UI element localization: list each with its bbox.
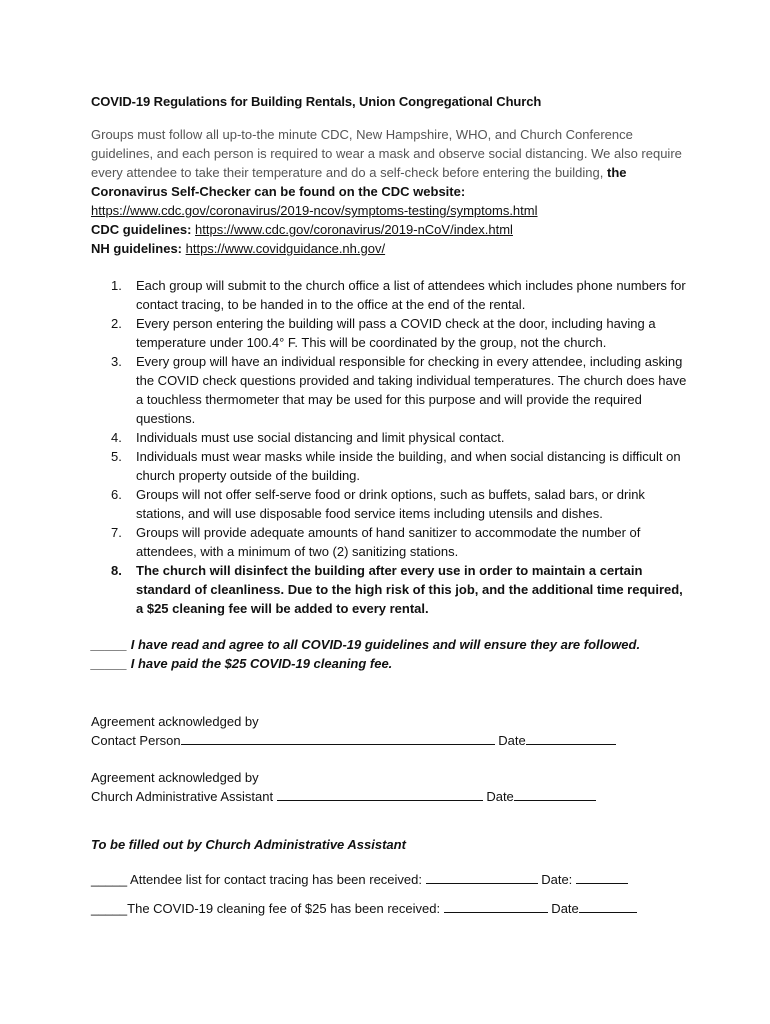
- rule-item-cleaning-fee: [91, 561, 691, 618]
- rule-number: 4.: [111, 430, 122, 445]
- agree-guidelines-line[interactable]: _____ I have read and agree to all COVID-19 guidelines and will ensure they are followed.: [91, 637, 641, 652]
- rule-number: 1.: [111, 278, 122, 293]
- rule-item: [91, 314, 691, 352]
- rule-number: 5.: [111, 449, 122, 464]
- attendee-list-received-line: [91, 870, 628, 889]
- rule-text: Individuals must use social distancing and limit physical contact.: [136, 430, 505, 445]
- rule-text: Individuals must wear masks while inside the building, and when social distancing is difficult on church property outside of the building.: [136, 449, 681, 483]
- document-title: COVID-19 Regulations for Building Rentals, Union Congregational Church: [91, 94, 542, 109]
- admin-acknowledgement: [91, 768, 596, 806]
- attendee-check-field[interactable]: _____: [91, 872, 131, 887]
- paid-fee-line[interactable]: _____ I have paid the $25 COVID-19 cleaning fee.: [91, 656, 393, 671]
- contact-acknowledgement: [91, 712, 616, 750]
- fee-check-field[interactable]: _____: [91, 901, 128, 916]
- contact-date-field[interactable]: [526, 731, 616, 745]
- admin-assistant-label: Church Administrative Assistant: [91, 789, 277, 804]
- fee-received-field[interactable]: [444, 899, 548, 913]
- attendee-date-field[interactable]: [576, 870, 628, 884]
- attendee-received-field[interactable]: [426, 870, 538, 884]
- rule-number: 8.: [111, 563, 122, 578]
- rule-text: Every group will have an individual responsible for checking in every attendee, including asking the COVID check questions provided and taking individual temperatures. The church does have a touchless thermometer that may be used for this purpose and will provide the required questions.: [136, 354, 687, 426]
- rule-item: [91, 485, 691, 523]
- cdc-link[interactable]: https://www.cdc.gov/coronavirus/2019-nCoV/index.html: [195, 222, 513, 237]
- admin-section-title: To be filled out by Church Administrative Assistant: [91, 837, 406, 852]
- rule-number: 7.: [111, 525, 122, 540]
- rule-item: [91, 523, 691, 561]
- contact-ack-heading: Agreement acknowledged by: [91, 714, 259, 729]
- rule-text: Groups will not offer self-serve food or drink options, such as buffets, salad bars, or drink stations, and will use disposable food service items including utensils and dishes.: [136, 487, 645, 521]
- intro-paragraph: [91, 125, 691, 258]
- admin-assistant-signature-field[interactable]: [277, 787, 483, 801]
- admin-ack-heading: Agreement acknowledged by: [91, 770, 259, 785]
- cleaning-fee-received-line: [91, 899, 637, 918]
- admin-date-label: Date: [486, 789, 514, 804]
- rule-text: Groups will provide adequate amounts of hand sanitizer to accommodate the number of attendees, with a minimum of two (2) sanitizing stations.: [136, 525, 641, 559]
- fee-date-label: Date: [547, 901, 579, 916]
- rule-text: Each group will submit to the church office a list of attendees which includes phone numbers for contact tracing, to be handed in to the office at the end of the rental.: [136, 278, 686, 312]
- attendee-received-label: Attendee list for contact tracing has been received:: [130, 872, 426, 887]
- rule-item: [91, 276, 691, 314]
- rule-text: The church will disinfect the building after every use in order to maintain a certain standard of cleanliness. Due to the high risk of this job, and the additional time required, a $25 cleaning fee will be added to every rental.: [136, 563, 683, 616]
- contact-person-label: Contact Person: [91, 733, 181, 748]
- rule-item: [91, 447, 691, 485]
- self-checker-link[interactable]: https://www.cdc.gov/coronavirus/2019-ncov/symptoms-testing/symptoms.html: [91, 203, 538, 218]
- intro-text: Groups must follow all up-to-the minute CDC, New Hampshire, WHO, and Church Conference guidelines, and each person is required to wear a mask and observe social distancing. We also require every attendee to take their temperature and do a self-check before entering the building,: [91, 127, 682, 180]
- rule-number: 3.: [111, 354, 122, 369]
- rule-text: Every person entering the building will pass a COVID check at the door, including having a temperature under 100.4° F. This will be coordinated by the group, not the church.: [136, 316, 656, 350]
- agreement-statements: [91, 635, 640, 673]
- nh-label: NH guidelines:: [91, 241, 186, 256]
- fee-received-label: The COVID-19 cleaning fee of $25 has been received:: [127, 901, 444, 916]
- nh-link[interactable]: https://www.covidguidance.nh.gov/: [185, 241, 386, 256]
- rule-item: [91, 428, 691, 447]
- rule-number: 6.: [111, 487, 122, 502]
- admin-date-field[interactable]: [514, 787, 596, 801]
- rule-number: 2.: [111, 316, 122, 331]
- contact-date-label: Date: [498, 733, 526, 748]
- cdc-label: CDC guidelines:: [91, 222, 196, 237]
- self-checker-note: the Coronavirus Self-Checker can be found on the CDC website:: [91, 165, 627, 199]
- rules-list: [91, 276, 691, 618]
- fee-date-field[interactable]: [579, 899, 637, 913]
- contact-person-signature-field[interactable]: [181, 731, 495, 745]
- attendee-date-label: Date:: [537, 872, 576, 887]
- rule-item: [91, 352, 691, 428]
